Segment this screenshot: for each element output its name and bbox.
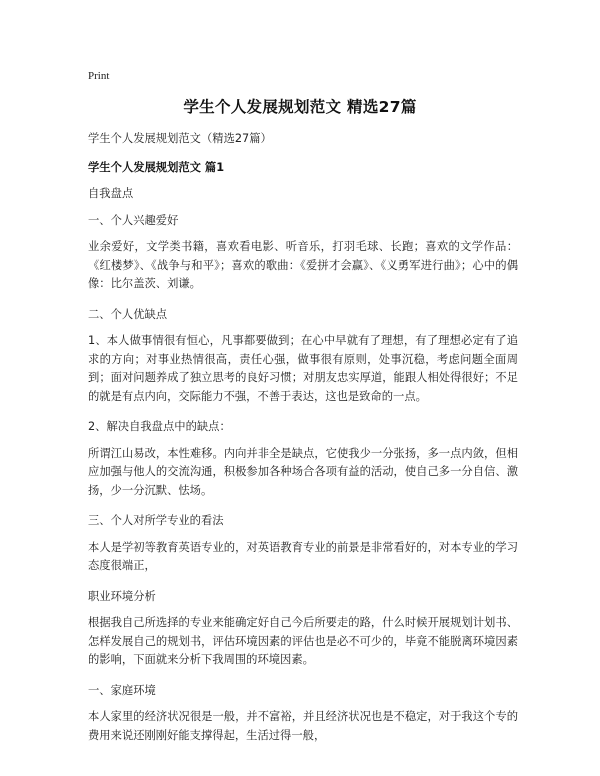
document-title: 学生个人发展规划范文 精选27篇 [183,98,417,116]
heading-family-environment: 一、家庭环境 [88,683,156,697]
document-body [88,130,518,757]
paragraph-family-environment: 本人家里的经济状况很是一般，并不富裕，并且经济状况也是不稳定，对于我这个专的费用来说还刚刚好能支撑得起，生活过得一般， [88,710,518,742]
paragraph-career-environment: 根据我自己所选择的专业来能确定好自己今后所要走的路，什么时候开展规划计划书、怎样发展自己的规划书，评估环境因素的评估也是必不可少的，毕竟不能脱离环境因素的影响，下面就来分析下我周围的环境因素。 [88,616,518,666]
heading-fix-weaknesses: 2、解决自我盘点中的缺点： [88,420,231,433]
paragraph-interests: 业余爱好，文学类书籍，喜欢看电影、听音乐，打羽毛球、长跑；喜欢的文学作品：《红楼梦》、《战争与和平》；喜欢的歌曲：《爱拼才会赢》、《义勇军进行曲》；心中的偶像：比尔盖茨、刘谦。 [88,240,518,290]
section-title: 学生个人发展规划范文 篇1 [88,160,225,174]
heading-major-view: 三、个人对所学专业的看法 [88,514,224,527]
paragraph-strengths-weaknesses: 1、本人做事情很有恒心，凡事都要做到；在心中早就有了理想，有了理想必定有了追求的方向；对事业热情很高，责任心强，做事很有原则，处事沉稳，考虑问题全面周到；面对问题养成了独立思考的良好习惯；对朋友忠实厚道，能跟人相处得很好；不足的就是有点内向，交际能力不强，不善于表达，这也是致命的一点。 [88,334,518,403]
print-label: Print [88,70,110,82]
heading-interests: 一、个人兴趣爱好 [88,213,179,227]
heading-self-review: 自我盘点 [88,187,134,200]
document-subtitle: 学生个人发展规划范文（精选27篇） [88,132,272,145]
heading-strengths-weaknesses: 二、个人优缺点 [88,307,168,321]
paragraph-major-view: 本人是学初等教育英语专业的，对英语教育专业的前景是非常看好的，对本专业的学习态度很端正， [88,540,518,572]
heading-career-environment: 职业环境分析 [88,589,156,603]
paragraph-fix-weaknesses: 所谓江山易改，本性难移。内向并非全是缺点，它使我少一分张扬，多一点内敛，但相应加强与他人的交流沟通，积极参加各种场合各项有益的活动，使自己多一分自信、激扬，少一分沉默、怯场。 [88,446,518,497]
